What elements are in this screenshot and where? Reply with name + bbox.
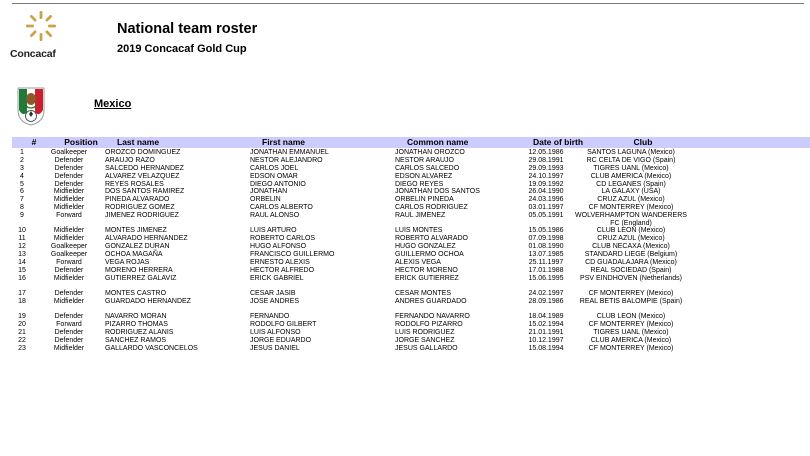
player-common-name: CARLOS SALCEDO [395,164,460,172]
player-number: 11 [18,235,26,243]
player-first-name: DIEGO ANTONIO [250,180,306,188]
player-number: 5 [20,180,24,188]
player-club: STANDARD LIEGE (Belgium) [584,251,678,259]
player-position: Forward [56,258,82,266]
table-row [0,196,810,204]
player-last-name: MONTES JIMENEZ [105,227,167,235]
player-common-name: ORBELIN PINEDA [395,196,454,204]
player-date-of-birth: 15.08.1994 [528,344,564,352]
player-first-name: NESTOR ALEJANDRO [250,156,323,164]
player-number: 16 [18,274,26,282]
table-row [0,188,810,196]
table-row [0,259,810,267]
player-club: CLUB NECAXA (Mexico) [592,243,670,251]
player-first-name: ROBERTO CARLOS [250,235,316,243]
player-first-name: LUIS ARTURO [250,227,297,235]
player-common-name: ROBERTO ALVARADO [395,235,469,243]
player-first-name: JONATHAN EMMANUEL [250,149,329,156]
player-position: Midfielder [53,274,85,282]
table-row [0,298,810,313]
player-number: 23 [18,344,26,352]
player-last-name: ALVAREZ VELAZQUEZ [105,172,180,180]
player-common-name: FERNANDO NAVARRO [395,313,470,321]
roster-table-header [12,137,810,148]
player-first-name: HUGO ALFONSO [250,243,307,251]
player-common-name: RAUL JIMENEZ [395,212,446,220]
player-last-name: GALLARDO VASCONCELOS [105,344,198,352]
player-last-name: RODRIGUEZ GOMEZ [105,204,175,212]
column-header-common-name: Common name [407,137,469,147]
player-position: Defender [54,266,84,274]
column-header-last-name: Last name [117,137,160,147]
table-row [0,251,810,259]
player-position: Defender [54,313,84,321]
player-last-name: PIZARRO THOMAS [105,321,168,329]
table-row [0,157,810,165]
player-last-name: MONTES CASTRO [105,290,167,298]
table-row [0,243,810,251]
player-last-name: GONZALEZ DURAN [105,243,170,251]
player-number: 17 [18,290,26,298]
player-number: 12 [18,243,26,251]
player-common-name: JONATHAN DOS SANTOS [395,188,480,196]
player-first-name: RAUL ALONSO [250,212,300,220]
player-date-of-birth: 24.03.1996 [528,196,564,204]
player-club: SANTOS LAGUNA (Mexico) [587,149,675,156]
player-first-name: ERICK GABRIEL [250,274,304,282]
player-position: Midfielder [53,188,85,196]
player-last-name: OROZCO DOMINGUEZ [105,149,181,156]
player-club: CLUB LEON (Mexico) [596,227,666,235]
player-first-name: LUIS ALFONSO [250,329,301,337]
player-last-name: VEGA ROJAS [105,258,150,266]
player-club: REAL BETIS BALOMPIE (Spain) [579,297,683,305]
player-number: 2 [20,156,24,164]
player-date-of-birth: 26.04.1990 [528,188,564,196]
player-date-of-birth: 10.12.1997 [528,336,564,344]
player-club: TIGRES UANL (Mexico) [593,329,669,337]
player-club: CLUB AMERICA (Mexico) [590,172,672,180]
player-date-of-birth: 21.01.1991 [528,329,564,337]
player-number: 1 [20,149,24,156]
player-first-name: CARLOS ALBERTO [250,204,313,212]
player-number: 15 [18,266,26,274]
player-date-of-birth: 15.02.1994 [528,321,564,329]
player-date-of-birth: 15.06.1995 [528,274,564,282]
player-date-of-birth: 03.01.1997 [528,204,564,212]
player-number: 14 [18,258,26,266]
player-position: Midfielder [53,344,85,352]
player-number: 7 [20,196,24,204]
table-row [0,149,810,157]
player-common-name: JESUS GALLARDO [395,344,458,352]
player-date-of-birth: 07.09.1998 [528,235,564,243]
player-first-name: CESAR JASIB [250,290,296,298]
player-date-of-birth: 13.07.1985 [528,251,564,259]
player-club: CLUB LEON (Mexico) [596,313,666,321]
player-position: Midfielder [53,297,85,305]
player-date-of-birth: 29.08.1991 [528,156,564,164]
player-first-name: FRANCISCO GUILLERMO [250,251,335,259]
table-row [0,337,810,345]
player-common-name: LUIS MONTES [395,227,443,235]
player-club: CD LEGANES (Spain) [596,180,666,188]
player-last-name: NAVARRO MORAN [105,313,167,321]
table-row [0,212,810,227]
column-header-number: # [31,137,37,147]
mexico-crest-icon [15,86,47,126]
player-last-name: SANCHEZ RAMOS [105,336,167,344]
player-position: Midfielder [53,227,85,235]
player-number: 9 [20,212,24,220]
player-last-name: GUTIERREZ GALAVIZ [105,274,177,282]
column-header-date-of-birth: Date of birth [532,137,584,147]
player-number: 10 [18,227,26,235]
player-position: Forward [56,212,82,220]
table-row [0,275,810,290]
table-row [0,181,810,189]
player-date-of-birth: 18.04.1989 [528,313,564,321]
player-position: Midfielder [53,204,85,212]
player-date-of-birth: 17.01.1988 [528,266,564,274]
player-position: Defender [54,180,84,188]
roster-table-body [0,149,810,353]
player-number: 8 [20,204,24,212]
player-common-name: CESAR MONTES [395,290,452,298]
player-number: 21 [18,329,26,337]
column-header-first-name: First name [262,137,305,147]
column-header-position: Position [64,137,98,147]
player-number: 19 [18,313,26,321]
player-number: 20 [18,321,26,329]
player-date-of-birth: 24.02.1997 [528,290,564,298]
player-common-name: EDSON ALVAREZ [395,172,453,180]
player-common-name: HUGO GONZALEZ [395,243,456,251]
concacaf-sun-icon [26,10,56,44]
player-position: Defender [54,164,84,172]
team-name: Mexico [94,98,132,110]
player-first-name: ORBELIN [250,196,281,204]
player-number: 4 [20,172,24,180]
player-last-name: REYES ROSALES [105,180,164,188]
player-last-name: JIMENEZ RODRIGUEZ [105,212,179,220]
player-number: 22 [18,336,26,344]
player-club: CD GUADALAJARA (Mexico) [585,258,677,266]
player-club: CF MONTERREY (Mexico) [588,204,674,212]
player-date-of-birth: 12.05.1986 [528,149,564,156]
player-club: CF MONTERREY (Mexico) [588,344,674,352]
player-number: 18 [18,297,26,305]
player-club: CRUZ AZUL (Mexico) [597,196,665,204]
player-first-name: CARLOS JOEL [250,164,299,172]
table-row [0,165,810,173]
player-club: PSV EINDHOVEN (Netherlands) [580,274,682,282]
player-club: WOLVERHAMPTON WANDERERS FC (England) [575,212,687,227]
player-last-name: SALCEDO HERNANDEZ [105,164,184,172]
player-date-of-birth: 15.05.1986 [528,227,564,235]
player-position: Midfielder [53,196,85,204]
player-date-of-birth: 19.09.1992 [528,180,564,188]
player-date-of-birth: 05.05.1991 [528,212,564,220]
player-first-name: JOSE ANDRES [250,297,300,305]
player-last-name: PINEDA ALVARADO [105,196,170,204]
player-date-of-birth: 24.10.1997 [528,172,564,180]
player-common-name: JONATHAN OROZCO [395,149,465,156]
concacaf-wordmark: Concacaf [10,48,56,60]
table-row [0,235,810,243]
table-row [0,329,810,337]
player-first-name: JONATHAN [250,188,288,196]
player-number: 6 [20,188,24,196]
player-last-name: RODRIGUEZ ALANIS [105,329,174,337]
table-row [0,321,810,329]
player-position: Defender [54,156,84,164]
tournament-name: 2019 Concacaf Gold Cup [117,43,247,55]
player-last-name: DOS SANTOS RAMIREZ [105,188,185,196]
player-last-name: GUARDADO HERNANDEZ [105,297,191,305]
player-position: Goalkeeper [50,243,88,251]
player-first-name: RODOLFO GILBERT [250,321,317,329]
player-club: CF MONTERREY (Mexico) [588,321,674,329]
player-position: Defender [54,329,84,337]
player-common-name: ERICK GUTIERREZ [395,274,459,282]
table-row [0,173,810,181]
player-club: CLUB AMERICA (Mexico) [590,336,672,344]
concacaf-logo [10,10,70,64]
player-common-name: JORGE SANCHEZ [395,336,455,344]
player-position: Defender [54,172,84,180]
player-position: Midfielder [53,235,85,243]
player-position: Goalkeeper [50,251,88,259]
player-common-name: HECTOR MORENO [395,266,458,274]
player-club: LA GALAXY (USA) [601,188,661,196]
player-position: Defender [54,290,84,298]
table-row [0,345,810,353]
player-first-name: FERNANDO [250,313,290,321]
player-position: Forward [56,321,82,329]
player-position: Defender [54,336,84,344]
player-last-name: ALVARADO HERNANDEZ [105,235,188,243]
table-row [0,290,810,298]
player-club: REAL SOCIEDAD (Spain) [590,266,672,274]
player-first-name: JESUS DANIEL [250,344,300,352]
player-first-name: EDSON OMAR [250,172,298,180]
player-date-of-birth: 29.09.1993 [528,164,564,172]
player-common-name: CARLOS RODRIGUEZ [395,204,468,212]
player-club: RC CELTA DE VIGO (Spain) [586,156,676,164]
top-divider [12,3,804,4]
player-club: TIGRES UANL (Mexico) [593,164,669,172]
player-last-name: MORENO HERRERA [105,266,173,274]
player-club: CRUZ AZUL (Mexico) [597,235,665,243]
player-first-name: JORGE EDUARDO [250,336,312,344]
player-position: Goalkeeper [50,149,88,156]
player-club: CF MONTERREY (Mexico) [588,290,674,298]
player-first-name: ERNESTO ALEXIS [250,258,310,266]
player-common-name: GUILLERMO OCHOA [395,251,464,259]
player-date-of-birth: 28.09.1986 [528,297,564,305]
player-number: 3 [20,164,24,172]
player-common-name: RODOLFO PIZARRO [395,321,463,329]
player-number: 13 [18,251,26,259]
player-common-name: NESTOR ARAUJO [395,156,454,164]
table-row [0,313,810,321]
player-common-name: LUIS RODRIGUEZ [395,329,455,337]
player-last-name: OCHOA MAGAÑA [105,251,163,259]
player-common-name: ANDRES GUARDADO [395,297,467,305]
table-row [0,267,810,275]
player-first-name: HECTOR ALFREDO [250,266,315,274]
player-date-of-birth: 01.08.1990 [528,243,564,251]
page-title: National team roster [117,21,258,37]
player-common-name: DIEGO REYES [395,180,444,188]
player-last-name: ARAUJO RAZO [105,156,155,164]
player-common-name: ALEXIS VEGA [395,258,441,266]
player-date-of-birth: 25.11.1997 [528,258,564,266]
table-row [0,204,810,212]
column-header-club: Club [633,137,653,147]
table-row [0,227,810,235]
